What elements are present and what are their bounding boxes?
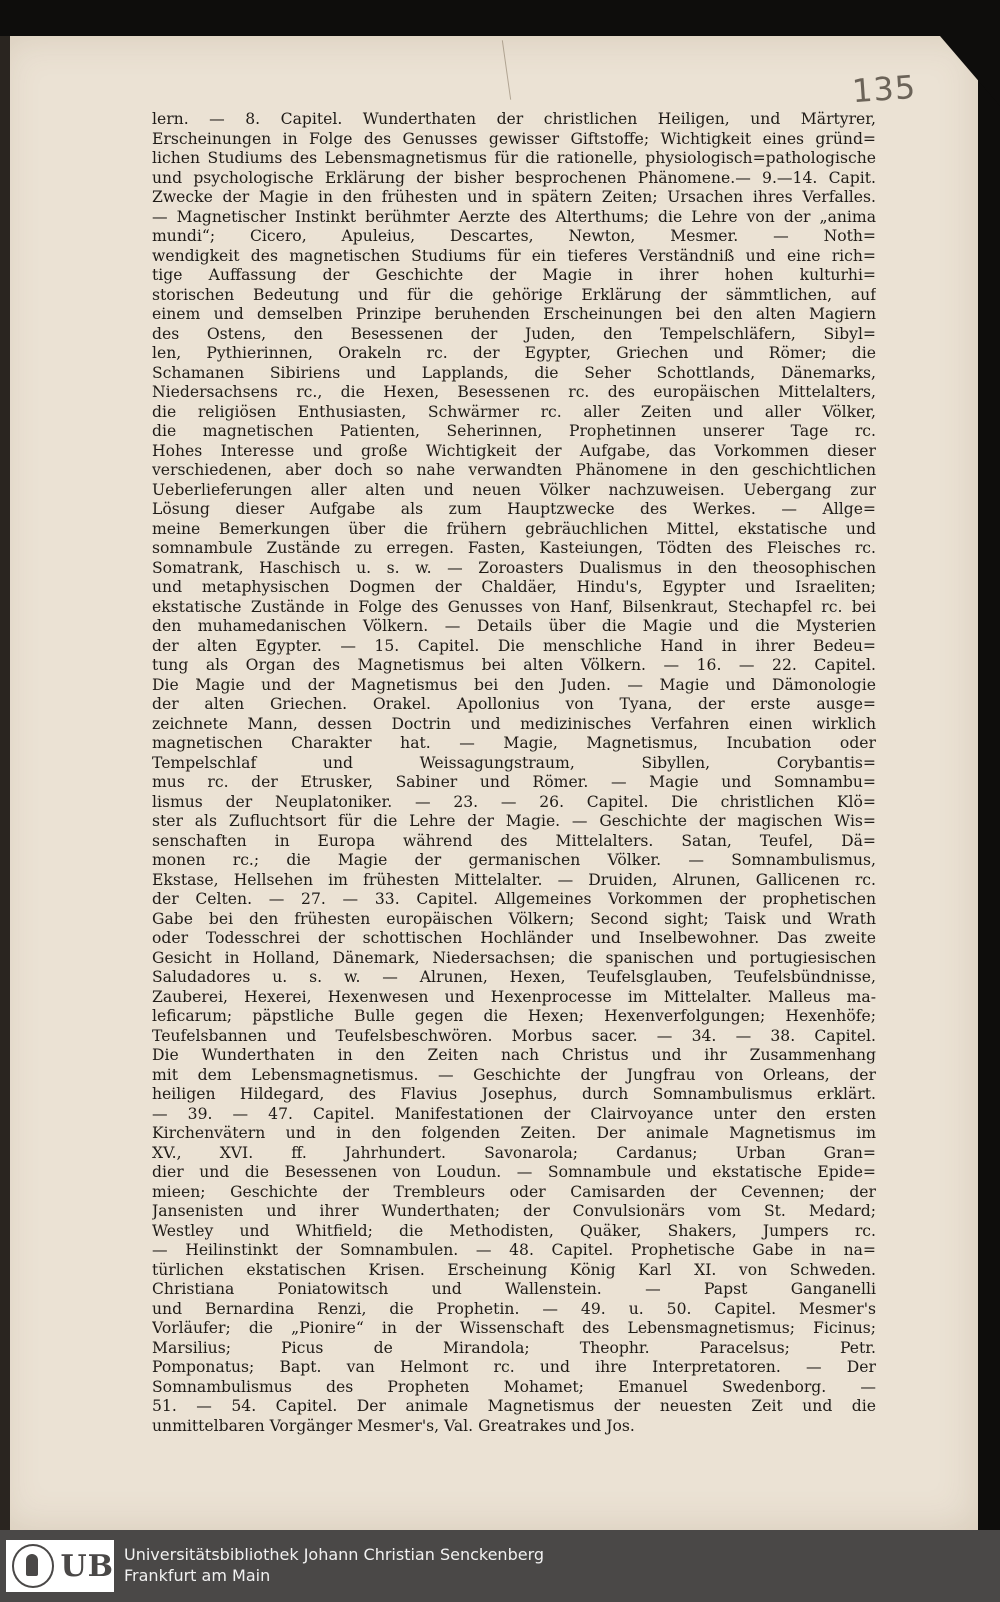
text-line: die magnetischen Patienten, Seherinnen, Prophetinnen unserer Tage rc. [152, 422, 876, 440]
text-line: Schamanen Sibiriens und Lapplands, die Seher Schottlands, Dänemarks, [152, 363, 876, 382]
handwritten-page-number: 135 [850, 67, 918, 111]
text-line: — 39. — 47. Capitel. Manifestationen der Clairvoyance unter den ersten [152, 1104, 876, 1123]
text-line: und Bernardina Renzi, die Prophetin. — 49. u. 50. Capitel. Mesmer's [152, 1299, 876, 1318]
text-line: dier und die Besessenen von Loudun. — Somnambule und ekstatische Epide= [152, 1163, 876, 1181]
ub-logo-text: UB [60, 1548, 114, 1584]
text-line: 51. — 54. Capitel. Der animale Magnetismus der neuesten Zeit und die [152, 1397, 876, 1415]
library-footer-bar [0, 1530, 1000, 1602]
text-line: des Ostens, den Besessenen der Juden, den Tempelschläfern, Sibyl= [152, 324, 876, 343]
text-line: zeichnete Mann, dessen Doctrin und medizinisches Verfahren einen wirklich [152, 714, 876, 733]
text-line: Zwecke der Magie in den frühesten und in spätern Zeiten; Ursachen ihres Verfalles. [152, 188, 876, 206]
text-line: und psychologische Erklärung der bisher besprochenen Phänomene.— 9.—14. Capit. [152, 168, 876, 187]
text-line: oder Todesschrei der schottischen Hochländer und Inselbewohner. Das zweite [152, 929, 876, 947]
text-line: mus rc. der Etrusker, Sabiner und Römer. — Magie und Somnambu= [152, 773, 876, 791]
text-line: Lösung dieser Aufgabe als zum Hauptzwecke des Werkes. — Allge= [152, 500, 876, 518]
text-line: der alten Egypter. — 15. Capitel. Die menschliche Hand in ihrer Bedeu= [152, 636, 876, 655]
text-line: Gesicht in Holland, Dänemark, Niedersachsen; die spanischen und portugiesischen [152, 948, 876, 967]
text-line: Somatrank, Haschisch u. s. w. — Zoroasters Dualismus in den theosophischen [152, 558, 876, 577]
text-line: — Heilinstinkt der Somnambulen. — 48. Capitel. Prophetische Gabe in na= [152, 1241, 876, 1259]
library-name [124, 1544, 544, 1586]
text-line: mundi“; Cicero, Apuleius, Descartes, Newton, Mesmer. — Noth= [152, 227, 876, 245]
text-line: Vorläufer; die „Pionire“ in der Wissenschaft des Lebensmagnetismus; Ficinus; [152, 1319, 876, 1337]
text-line: verschiedenen, aber doch so nahe verwandten Phänomene in den geschichtlichen [152, 461, 876, 479]
text-line: Die Magie und der Magnetismus bei den Juden. — Magie und Dämonologie [152, 675, 876, 694]
text-line: einem und demselben Prinzipe beruhenden Erscheinungen bei den alten Magiern [152, 305, 876, 323]
text-line: Christiana Poniatowitsch und Wallenstein. — Papst Ganganelli [152, 1280, 876, 1298]
library-seal-icon [12, 1544, 54, 1588]
text-line: Jansenisten und ihrer Wunderthaten; der Convulsionärs vom St. Medard; [152, 1202, 876, 1220]
text-line: Teufelsbannen und Teufelsbeschwören. Morbus sacer. — 34. — 38. Capitel. [152, 1026, 876, 1045]
text-line: Saludadores u. s. w. — Alrunen, Hexen, Teufelsglauben, Teufelsbündnisse, [152, 968, 876, 986]
text-line: lismus der Neuplatoniker. — 23. — 26. Capitel. Die christlichen Klö= [152, 792, 876, 811]
text-line: — Magnetischer Instinkt berühmter Aerzte des Alterthums; die Lehre von der „anima [152, 207, 876, 226]
text-line: Pomponatus; Bapt. van Helmont rc. und ihre Interpretatoren. — Der [152, 1358, 876, 1376]
text-line: heiligen Hildegard, des Flavius Josephus, durch Somnambulismus erklärt. [152, 1085, 876, 1103]
text-line: wendigkeit des magnetischen Studiums für ein tieferes Verständniß und eine rich= [152, 246, 876, 265]
text-line: mieen; Geschichte der Trembleurs oder Camisarden der Cevennen; der [152, 1182, 876, 1201]
text-line: mit dem Lebensmagnetismus. — Geschichte der Jungfrau von Orleans, der [152, 1065, 876, 1084]
library-name-line1: Universitätsbibliothek Johann Christian Senckenberg [124, 1545, 545, 1564]
text-line: somnambule Zustände zu erregen. Fasten, Kasteiungen, Tödten des Fleisches rc. [152, 539, 876, 557]
text-line: senschaften in Europa während des Mittelalters. Satan, Teufel, Dä= [152, 831, 876, 850]
text-line: Westley und Whitfield; die Methodisten, Quäker, Shakers, Jumpers rc. [152, 1221, 876, 1240]
page-left-edge [0, 36, 10, 1530]
text-line: lern. — 8. Capitel. Wunderthaten der christlichen Heiligen, und Märtyrer, [152, 110, 876, 128]
text-line: magnetischen Charakter hat. — Magie, Magnetismus, Incubation oder [152, 734, 876, 752]
text-line: unmittelbaren Vorgänger Mesmer's, Val. Greatrakes und Jos. [152, 1416, 635, 1435]
text-line: Niedersachsens rc., die Hexen, Besessenen rc. des europäischen Mittelalters, [152, 383, 876, 401]
text-line: Gabe bei den frühesten europäischen Völkern; Second sight; Taisk und Wrath [152, 909, 876, 928]
text-line: Ekstase, Hellsehen im frühesten Mittelalter. — Druiden, Alrunen, Gallicenen rc. [152, 870, 876, 889]
text-line: Tempelschlaf und Weissagungstraum, Sibyllen, Corybantis= [152, 753, 876, 772]
text-line: Die Wunderthaten in den Zeiten nach Christus und ihr Zusammenhang [152, 1046, 876, 1064]
text-line: leficarum; päpstliche Bulle gegen die Hexen; Hexenverfolgungen; Hexenhöfe; [152, 1007, 876, 1025]
text-line: und metaphysischen Dogmen der Chaldäer, Hindu's, Egypter und Israeliten; [152, 578, 876, 596]
text-line: der Celten. — 27. — 33. Capitel. Allgemeines Vorkommen der prophetischen [152, 890, 876, 908]
ub-logo[interactable] [6, 1540, 114, 1592]
text-line: Kirchenvätern und in den folgenden Zeiten. Der animale Magnetismus im [152, 1124, 876, 1142]
text-line: ster als Zufluchtsort für die Lehre der Magie. — Geschichte der magischen Wis= [152, 812, 876, 830]
text-line: XV., XVI. ff. Jahrhundert. Savonarola; Cardanus; Urban Gran= [152, 1143, 876, 1162]
text-line: monen rc.; die Magie der germanischen Völker. — Somnambulismus, [152, 851, 876, 869]
text-line: tung als Organ des Magnetismus bei alten Völkern. — 16. — 22. Capitel. [152, 656, 876, 674]
text-line: lichen Studiums des Lebensmagnetismus für die rationelle, physiologisch=pathologische [152, 149, 876, 167]
text-line: Erscheinungen in Folge des Genusses gewisser Giftstoffe; Wichtigkeit eines gründ= [152, 129, 876, 148]
text-line: den muhamedanischen Völkern. — Details über die Magie und die Mysterien [152, 617, 876, 635]
text-line: der alten Griechen. Orakel. Apollonius von Tyana, der erste ausge= [152, 695, 876, 713]
text-line: Somnambulismus des Propheten Mohamet; Emanuel Swedenborg. — [152, 1377, 876, 1396]
text-line: türlichen ekstatischen Krisen. Erscheinung König Karl XI. von Schweden. [152, 1260, 876, 1279]
library-name-line2: Frankfurt am Main [124, 1566, 271, 1585]
text-line: storischen Bedeutung und für die gehörige Erklärung der sämmtlichen, auf [152, 285, 876, 304]
text-line: die religiösen Enthusiasten, Schwärmer rc. aller Zeiten und aller Völker, [152, 402, 876, 421]
text-line: Marsilius; Picus de Mirandola; Theophr. Paracelsus; Petr. [152, 1338, 876, 1357]
text-line: Hohes Interesse und große Wichtigkeit der Aufgabe, das Vorkommen dieser [152, 441, 876, 460]
text-line: Zauberei, Hexerei, Hexenwesen und Hexenprocesse im Mittelalter. Malleus ma- [152, 987, 876, 1006]
text-line: meine Bemerkungen über die frühern gebräuchlichen Mittel, ekstatische und [152, 519, 876, 538]
text-line: ekstatische Zustände in Folge des Genusses von Hanf, Bilsenkraut, Stechapfel rc. bei [152, 597, 876, 616]
text-line: Ueberlieferungen aller alten und neuen Völker nachzuweisen. Uebergang zur [152, 480, 876, 499]
text-line: len, Pythierinnen, Orakeln rc. der Egypter, Griechen und Römer; die [152, 344, 876, 362]
body-text [152, 110, 876, 1436]
text-line: tige Auffassung der Geschichte der Magie in ihrer hohen kulturhi= [152, 266, 876, 284]
